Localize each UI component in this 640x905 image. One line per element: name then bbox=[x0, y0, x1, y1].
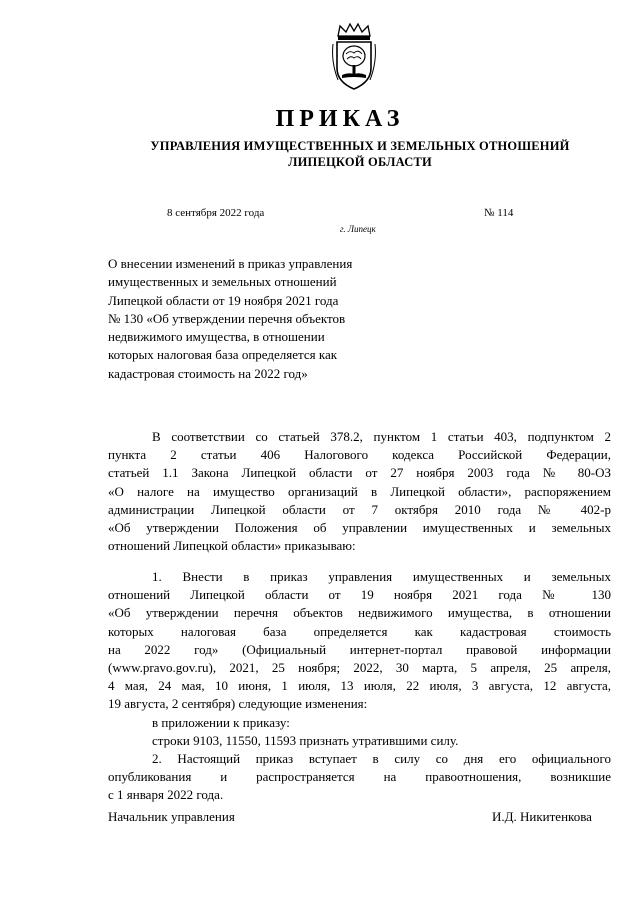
text-line: пункта 2 статьи 406 Налогового кодекса Российской Федерации, bbox=[108, 447, 611, 463]
text-line: отношений Липецкой области от 19 ноября 2021 года № 130 bbox=[108, 587, 611, 603]
text-line: администрации Липецкой области от 7 октября 2010 года № 402-р bbox=[108, 501, 611, 517]
text-line: в приложении к приказу: bbox=[152, 714, 290, 730]
text-line: которых налоговая база определяется как кадастровая стоимость bbox=[108, 623, 611, 639]
subject-block bbox=[108, 255, 408, 383]
text-line: 2. Настоящий приказ вступает в силу со дня его официального bbox=[152, 751, 611, 767]
document-title: ПРИКАЗ bbox=[275, 106, 405, 132]
text-line: «Об утверждении Положения об управлении имущественных и земельных bbox=[108, 520, 611, 536]
text-line: В соответствии со статьей 378.2, пунктом 1 статьи 403, подпунктом 2 bbox=[152, 429, 611, 444]
signatory-position: Начальник управления bbox=[108, 809, 235, 824]
text-line: 1. Внести в приказ управления имущественных и земельных bbox=[152, 569, 611, 584]
subject-line: кадастровая стоимость на 2022 год» bbox=[108, 365, 308, 381]
subject-line: которых налоговая база определяется как bbox=[108, 347, 338, 363]
preamble-paragraph bbox=[108, 428, 611, 555]
document-number: № 114 bbox=[484, 207, 514, 219]
order-body bbox=[108, 568, 611, 805]
subject-line: О внесении изменений в приказ управления bbox=[108, 256, 353, 271]
document-city: г. Липецк bbox=[340, 224, 376, 234]
text-line: отношений Липецкой области» приказываю: bbox=[108, 538, 356, 554]
text-line: с 1 января 2022 года. bbox=[108, 787, 224, 803]
text-line: 4 мая, 24 мая, 10 июня, 1 июля, 13 июля, 22 июля, 3 августа, 12 августа, bbox=[108, 678, 611, 694]
text-line: на 2022 год» (Официальный интернет-портал правовой информации bbox=[108, 641, 611, 657]
text-line: опубликования и распространяется на правоотношения, возникшие bbox=[108, 769, 611, 785]
coat-of-arms-emblem bbox=[330, 22, 378, 92]
text-line: «О налоге на имущество организаций в Липецкой области», распоряжением bbox=[108, 483, 611, 499]
text-line: строки 9103, 11550, 11593 признать утратившими силу. bbox=[152, 732, 459, 748]
subject-line: № 130 «Об утверждении перечня объектов bbox=[108, 310, 346, 326]
document-date: 8 сентября 2022 года bbox=[167, 207, 265, 219]
signatory-name: И.Д. Никитенкова bbox=[492, 809, 592, 824]
text-line: (www.pravo.gov.ru), 2021, 25 ноября; 2022, 30 марта, 5 апреля, 25 апреля, bbox=[108, 660, 611, 676]
subject-line: имущественных и земельных отношений bbox=[108, 274, 337, 290]
department-name-line: ЛИПЕЦКОЙ ОБЛАСТИ bbox=[288, 155, 432, 169]
text-line: «Об утверждении перечня объектов недвижимого имущества, в отношении bbox=[108, 605, 611, 621]
subject-line: Липецкой области от 19 ноября 2021 года bbox=[108, 292, 339, 308]
text-line: статьей 1.1 Закона Липецкой области от 27 ноября 2003 года № 80-ОЗ bbox=[108, 465, 611, 481]
text-line: 19 августа, 2 сентября) следующие изменения: bbox=[108, 696, 368, 712]
subject-line: недвижимого имущества, в отношении bbox=[108, 329, 325, 345]
department-name-line: УПРАВЛЕНИЯ ИМУЩЕСТВЕННЫХ И ЗЕМЕЛЬНЫХ ОТНОШЕНИЙ bbox=[150, 139, 570, 153]
